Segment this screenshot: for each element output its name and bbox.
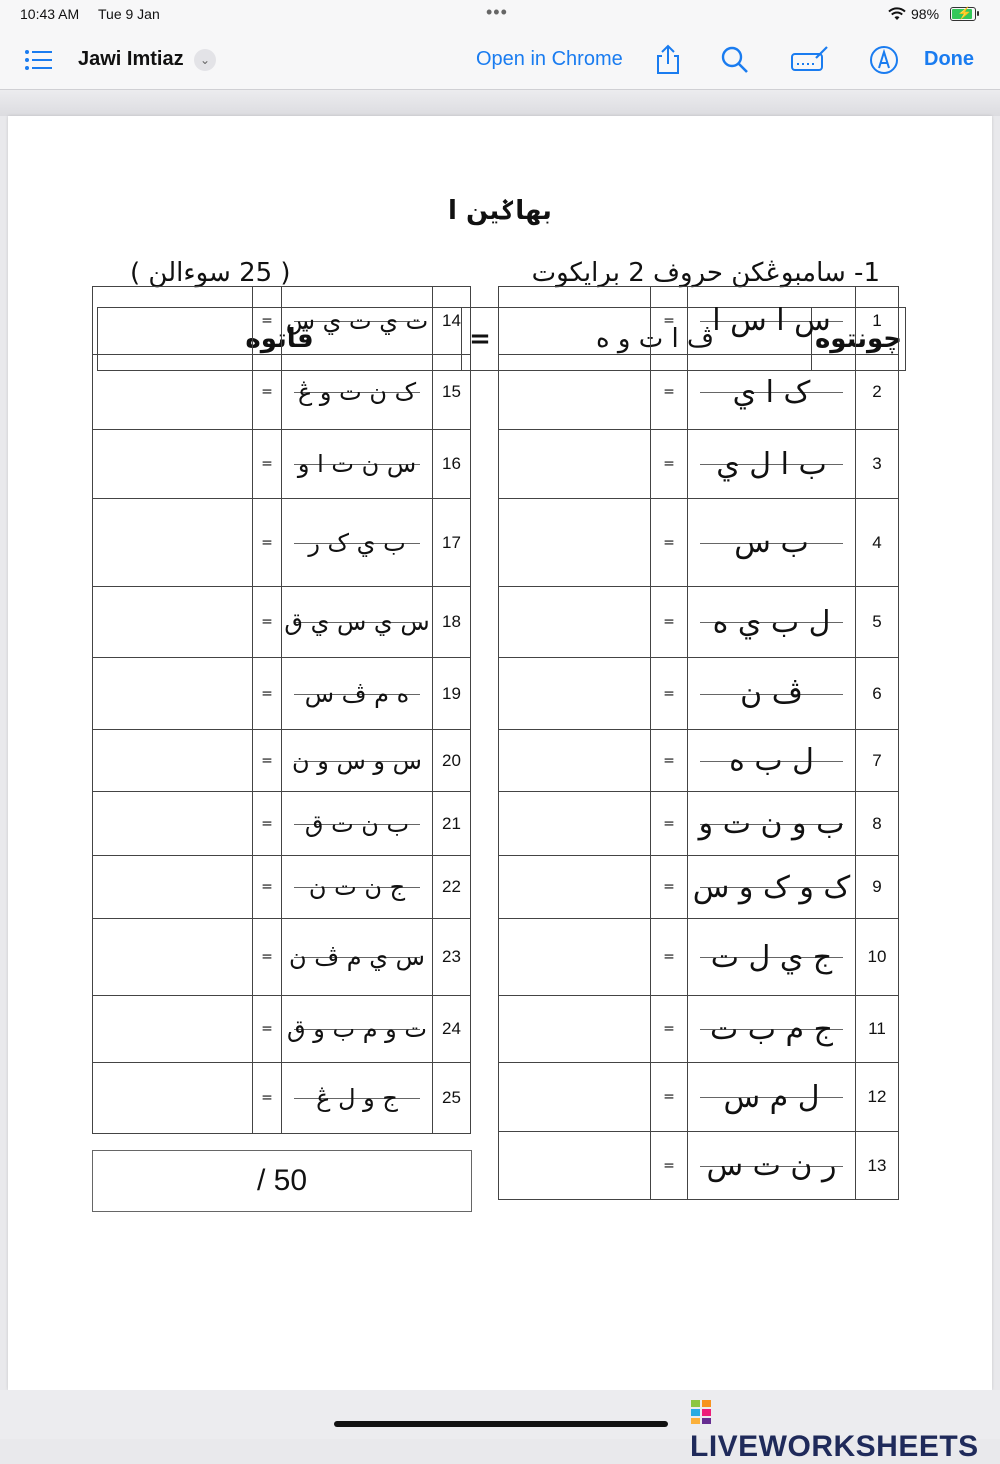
table-row [93,355,471,430]
equals-sign: = [651,430,688,499]
letters-text: ک ا ي [732,374,811,410]
answer-input[interactable] [93,945,252,969]
table-row [499,792,899,856]
answer-cell[interactable] [93,658,253,730]
letters-text: ب س [734,525,809,560]
equals-sign: = [651,355,688,430]
multitasking-dots-icon[interactable]: ••• [486,2,508,22]
equals-sign: = [253,730,282,792]
answer-input[interactable] [499,945,650,969]
table-row [93,587,471,658]
letters-cell [282,499,433,587]
table-row [93,658,471,730]
letters-text: ل م س [723,1079,820,1115]
exercise-table-right [498,286,899,1200]
charging-bolt-icon: ⚡ [957,6,972,20]
letters-cell [688,792,856,856]
table-row [499,1063,899,1132]
answer-input[interactable] [93,1017,252,1041]
equals-sign: = [651,1132,688,1200]
letters-cell [688,587,856,658]
answer-cell[interactable] [499,1132,651,1200]
letters-cell [282,658,433,730]
letters-text: ک و ک و س [692,869,851,905]
question-number: 1 [856,287,899,355]
question-number: 22 [433,856,471,919]
answer-cell[interactable] [499,856,651,919]
question-number: 21 [433,792,471,856]
table-row [93,430,471,499]
answer-cell[interactable] [499,658,651,730]
example-equals: = [461,308,498,370]
table-row [93,792,471,856]
answer-cell[interactable] [499,430,651,499]
letters-cell [282,430,433,499]
open-in-chrome-button[interactable]: Open in Chrome [476,48,623,70]
answer-input[interactable] [499,531,650,555]
table-row [499,355,899,430]
page-gap [0,90,1000,116]
letters-text: ت و م ب و ق [287,1015,427,1043]
table-row [499,587,899,658]
question-number: 25 [433,1063,471,1134]
answer-input[interactable] [93,682,252,706]
document-title: Jawi Imtiaz [78,48,184,70]
answer-cell[interactable] [93,430,253,499]
answer-input[interactable] [499,1085,650,1109]
answer-input[interactable] [499,309,650,333]
question-number: 8 [856,792,899,856]
score-box: / 50 [92,1150,472,1212]
answer-cell[interactable] [93,730,253,792]
letters-text: س و س و ن [292,746,422,775]
table-row [499,658,899,730]
question-number: 23 [433,919,471,996]
question-number: 5 [856,587,899,658]
equals-sign: = [253,587,282,658]
letters-text: ر ن ت س [706,1148,837,1183]
question-number: 11 [856,996,899,1063]
letters-cell [688,287,856,355]
letters-text: ه م ڤ س [304,679,410,708]
letters-text: ج م ب ت [709,1011,834,1047]
answer-input[interactable] [93,875,252,899]
question-number: 3 [856,430,899,499]
question-number: 4 [856,499,899,587]
letters-cell [688,355,856,430]
answer-cell[interactable] [499,287,651,355]
letters-cell [688,499,856,587]
equals-sign: = [651,730,688,792]
equals-sign: = [651,792,688,856]
brand-text: LIVEWORKSHEETS [690,1430,979,1463]
equals-sign: = [253,355,282,430]
letters-cell [282,856,433,919]
section-title: بهاݢين ا [448,196,552,226]
answer-input[interactable] [93,749,252,773]
markup-icon[interactable] [790,44,830,76]
letters-text: ب و ن ت و [698,806,845,841]
answer-input[interactable] [93,1086,252,1110]
answer-cell[interactable] [93,287,253,355]
table-row [499,919,899,996]
equals-sign: = [651,499,688,587]
answer-cell[interactable] [499,919,651,996]
letters-text: ل ب ه [729,743,814,778]
example-answer: ڤاتوه [245,324,314,354]
answer-input[interactable] [93,452,252,476]
letters-text: س ا س ا [712,303,831,338]
answer-input[interactable] [499,812,650,836]
equals-sign: = [253,287,282,355]
answer-input[interactable] [499,749,650,773]
answer-cell[interactable] [499,587,651,658]
question-number: 24 [433,996,471,1063]
share-icon[interactable] [652,44,684,76]
table-row [499,730,899,792]
letters-cell [282,355,433,430]
answer-input[interactable] [499,610,650,634]
equals-sign: = [651,1063,688,1132]
table-row [499,499,899,587]
table-row [499,1132,899,1200]
letters-cell [282,996,433,1063]
battery-icon [950,7,976,21]
letters-cell [688,1063,856,1132]
table-row [93,856,471,919]
table-row [93,919,471,996]
answer-cell[interactable] [93,1063,253,1134]
pen-icon[interactable] [868,44,900,76]
letters-cell [688,430,856,499]
question-number: 17 [433,499,471,587]
home-indicator[interactable] [334,1421,668,1427]
letters-text: س ن ت ا و [297,450,417,478]
letters-cell [688,1132,856,1200]
answer-cell[interactable] [93,856,253,919]
letters-text: ب ا ل ي [716,446,827,482]
table-row [93,996,471,1063]
answer-cell[interactable] [93,355,253,430]
answer-input[interactable] [499,380,650,404]
instruction-text: 1- سامبوڠکن حروف 2 برايکوت [531,258,880,288]
status-date: Tue 9 Jan [98,6,160,22]
question-number: 13 [856,1132,899,1200]
toolbar [0,30,1000,90]
equals-sign: = [651,287,688,355]
letters-cell [688,730,856,792]
done-button[interactable]: Done [924,48,974,70]
question-number: 10 [856,919,899,996]
table-row [93,730,471,792]
example-letters: ڤ ا ت و ه [498,308,811,370]
answer-cell[interactable] [93,587,253,658]
list-icon[interactable] [24,48,54,72]
equals-sign: = [253,499,282,587]
answer-input[interactable] [93,610,252,634]
answer-cell[interactable] [499,1063,651,1132]
example-label: چونتوه [811,308,905,370]
letters-text: ب ي ک ر [308,528,406,557]
table-row [93,499,471,587]
question-number: 9 [856,856,899,919]
question-number: 15 [433,355,471,430]
equals-sign: = [651,996,688,1063]
question-number: 12 [856,1063,899,1132]
equals-sign: = [253,1063,282,1134]
question-number: 14 [433,287,471,355]
equals-sign: = [651,587,688,658]
answer-input[interactable] [499,452,650,476]
question-number: 19 [433,658,471,730]
letters-text: ت ي ت ي س [285,306,429,335]
letters-text: ل ب ي ه [712,604,831,640]
letters-cell [282,587,433,658]
letters-text: ڤ ن [740,676,803,711]
letters-cell [282,287,433,355]
answer-cell[interactable] [93,919,253,996]
letters-text: س ي م ڤ ن [289,943,425,971]
battery-percent: 98% [911,6,940,22]
question-number: 20 [433,730,471,792]
letters-cell [282,1063,433,1134]
question-number: 6 [856,658,899,730]
letters-cell [282,730,433,792]
answer-input[interactable] [93,812,252,836]
answer-cell[interactable] [499,730,651,792]
wifi-icon [888,7,906,21]
table-row [499,996,899,1063]
equals-sign: = [253,792,282,856]
answer-cell[interactable] [499,499,651,587]
answer-input[interactable] [499,682,650,706]
answer-input[interactable] [499,1017,650,1041]
question-count: ( 25 سوءالن ) [130,258,291,288]
answer-input[interactable] [499,875,650,899]
letters-text: ک ن ت و ڠ [297,378,417,406]
letters-cell [688,856,856,919]
equals-sign: = [651,658,688,730]
table-row [93,287,471,355]
answer-input[interactable] [93,309,252,333]
equals-sign: = [253,856,282,919]
letters-cell [688,996,856,1063]
question-number: 18 [433,587,471,658]
question-number: 2 [856,355,899,430]
answer-cell[interactable] [93,792,253,856]
question-number: 16 [433,430,471,499]
letters-text: ب ن ت ق [304,809,410,838]
liveworksheets-brand[interactable] [690,1396,1000,1464]
table-row [499,287,899,355]
equals-sign: = [253,996,282,1063]
answer-cell[interactable] [499,792,651,856]
answer-input[interactable] [93,531,252,555]
answer-cell[interactable] [499,996,651,1063]
letters-text: ج و ل ڠ [316,1084,398,1112]
letters-cell [282,919,433,996]
equals-sign: = [651,856,688,919]
answer-input[interactable] [499,1154,650,1178]
status-time: 10:43 AM [20,6,80,22]
letters-text: س ي س ي ق [284,608,430,636]
equals-sign: = [651,919,688,996]
question-number: 7 [856,730,899,792]
letters-text: ج ي ل ت [710,939,833,975]
answer-cell[interactable] [93,499,253,587]
liveworksheets-logo-icon [690,1399,712,1425]
letters-text: ج ن ت ن [308,873,406,901]
chevron-down-icon[interactable]: ⌄ [194,49,216,71]
answer-cell[interactable] [93,996,253,1063]
equals-sign: = [253,919,282,996]
exercise-table-left [92,286,471,1134]
table-row [93,1063,471,1134]
letters-cell [282,792,433,856]
answer-input[interactable] [93,380,252,404]
table-row [499,430,899,499]
letters-cell [688,919,856,996]
answer-cell[interactable] [499,355,651,430]
letters-cell [688,658,856,730]
equals-sign: = [253,658,282,730]
search-icon[interactable] [719,44,751,76]
status-bar [0,0,1000,30]
equals-sign: = [253,430,282,499]
table-row [499,856,899,919]
